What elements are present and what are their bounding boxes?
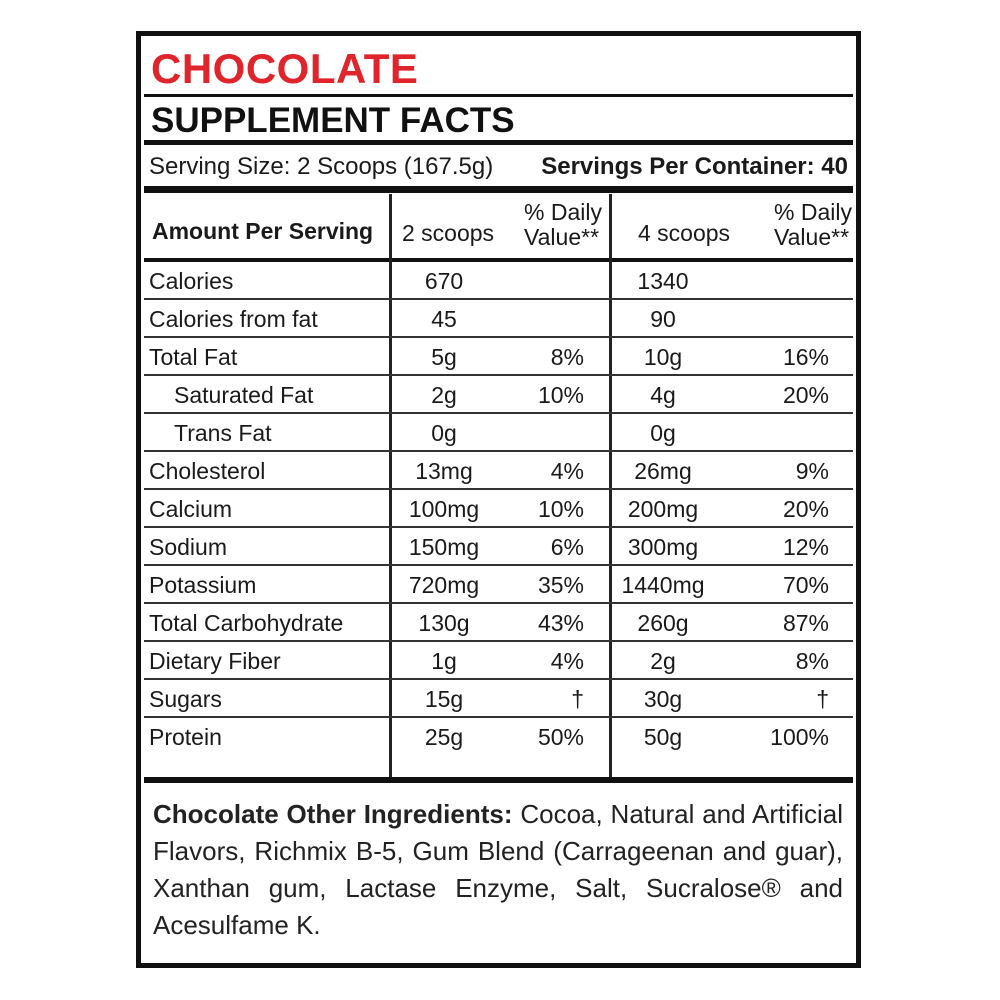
amount-2-scoops: 130g [418,610,470,636]
daily-value-4-scoops: 9% [795,458,829,484]
ingredients-text: Cocoa, Natural and Artificial Flavors, Richmix B-5, Gum Blend (Carrageenan and guar), Xanthan gum, Lactase Enzyme, Salt, Sucralose® and Acesulfame K. [153,799,844,940]
daily-value-2-scoops: 50% [537,724,584,750]
other-ingredients [153,796,843,944]
nutrient-name: Trans Fat [174,420,272,446]
table-row [144,338,853,376]
serving-size: Serving Size: 2 Scoops (167.5g) [149,153,494,180]
divider [144,94,853,97]
amount-4-scoops: 30g [643,686,683,712]
daily-value-4-scoops: 20% [782,382,829,408]
table-row [144,528,853,566]
amount-2-scoops: 25g [424,724,464,750]
table-row [144,604,853,642]
flavor-title: CHOCOLATE [151,45,419,92]
header-col1-amount: 2 scoops [402,220,495,246]
amount-2-scoops: 670 [424,268,464,294]
nutrient-name: Total Carbohydrate [149,610,344,636]
header-amount-per-serving: Amount Per Serving [152,218,374,244]
amount-2-scoops: 150mg [408,534,480,560]
amount-4-scoops: 300mg [627,534,699,560]
table-header [144,194,853,262]
daily-value-4-scoops: † [816,686,829,712]
facts-title: SUPPLEMENT FACTS [151,101,515,140]
table-row [144,642,853,680]
header-col2-amount: 4 scoops [638,220,731,246]
nutrient-name: Sodium [149,534,227,560]
daily-value-2-scoops: 4% [550,648,584,674]
amount-4-scoops: 90 [650,306,676,332]
daily-value-2-scoops: 4% [550,458,584,484]
daily-value-2-scoops: 6% [550,534,584,560]
amount-4-scoops: 10g [643,344,683,370]
amount-2-scoops: 13mg [415,458,473,484]
nutrient-name: Protein [149,724,222,750]
nutrient-name: Potassium [149,572,257,598]
daily-value-2-scoops: 43% [537,610,584,636]
nutrient-name: Sugars [149,686,222,712]
nutrient-table [144,194,853,777]
table-row [144,376,853,414]
header-col1-dv-line1: % Daily [524,199,602,225]
amount-4-scoops: 4g [650,382,676,408]
nutrient-name: Calories from fat [149,306,318,332]
daily-value-4-scoops: 20% [782,496,829,522]
table-row [144,262,853,300]
divider-heavy [144,777,853,783]
daily-value-4-scoops: 12% [782,534,829,560]
amount-4-scoops: 0g [650,420,676,446]
header-col1-dv-line2: Value** [524,224,600,250]
amount-4-scoops: 260g [637,610,689,636]
table-row [144,452,853,490]
daily-value-2-scoops: 10% [537,382,584,408]
daily-value-4-scoops: 16% [782,344,829,370]
daily-value-2-scoops: 10% [537,496,584,522]
amount-4-scoops: 1440mg [621,572,705,598]
amount-2-scoops: 5g [431,344,457,370]
supplement-facts-label [136,31,861,968]
daily-value-4-scoops: 8% [795,648,829,674]
servings-per-container: Servings Per Container: 40 [541,153,848,180]
daily-value-2-scoops: † [571,686,584,712]
amount-2-scoops: 720mg [408,572,480,598]
nutrient-name: Cholesterol [149,458,266,484]
daily-value-2-scoops: 35% [537,572,584,598]
header-col2-dv-line1: % Daily [774,199,852,225]
nutrient-name: Saturated Fat [174,382,314,408]
amount-4-scoops: 200mg [627,496,699,522]
nutrient-name: Calories [149,268,234,294]
divider-thick [144,140,853,145]
amount-4-scoops: 2g [650,648,676,674]
amount-4-scoops: 26mg [634,458,692,484]
amount-2-scoops: 45 [431,306,457,332]
amount-2-scoops: 0g [431,420,457,446]
amount-2-scoops: 1g [431,648,457,674]
ingredients-heading: Chocolate Other Ingredients: [153,799,513,829]
divider-heavy [144,186,853,193]
table-row [144,680,853,718]
table-row [144,566,853,604]
amount-4-scoops: 50g [643,724,683,750]
table-row [144,490,853,528]
amount-2-scoops: 2g [431,382,457,408]
header-col2-dv-line2: Value** [774,224,850,250]
nutrient-name: Total Fat [149,344,238,370]
amount-2-scoops: 15g [424,686,464,712]
table-row [144,300,853,338]
daily-value-4-scoops: 87% [782,610,829,636]
nutrient-name: Dietary Fiber [149,648,281,674]
table-row [144,718,853,756]
daily-value-2-scoops: 8% [550,344,584,370]
amount-2-scoops: 100mg [408,496,480,522]
table-row [144,414,853,452]
nutrient-name: Calcium [149,496,233,522]
daily-value-4-scoops: 100% [770,724,829,750]
daily-value-4-scoops: 70% [782,572,829,598]
amount-4-scoops: 1340 [637,268,689,294]
